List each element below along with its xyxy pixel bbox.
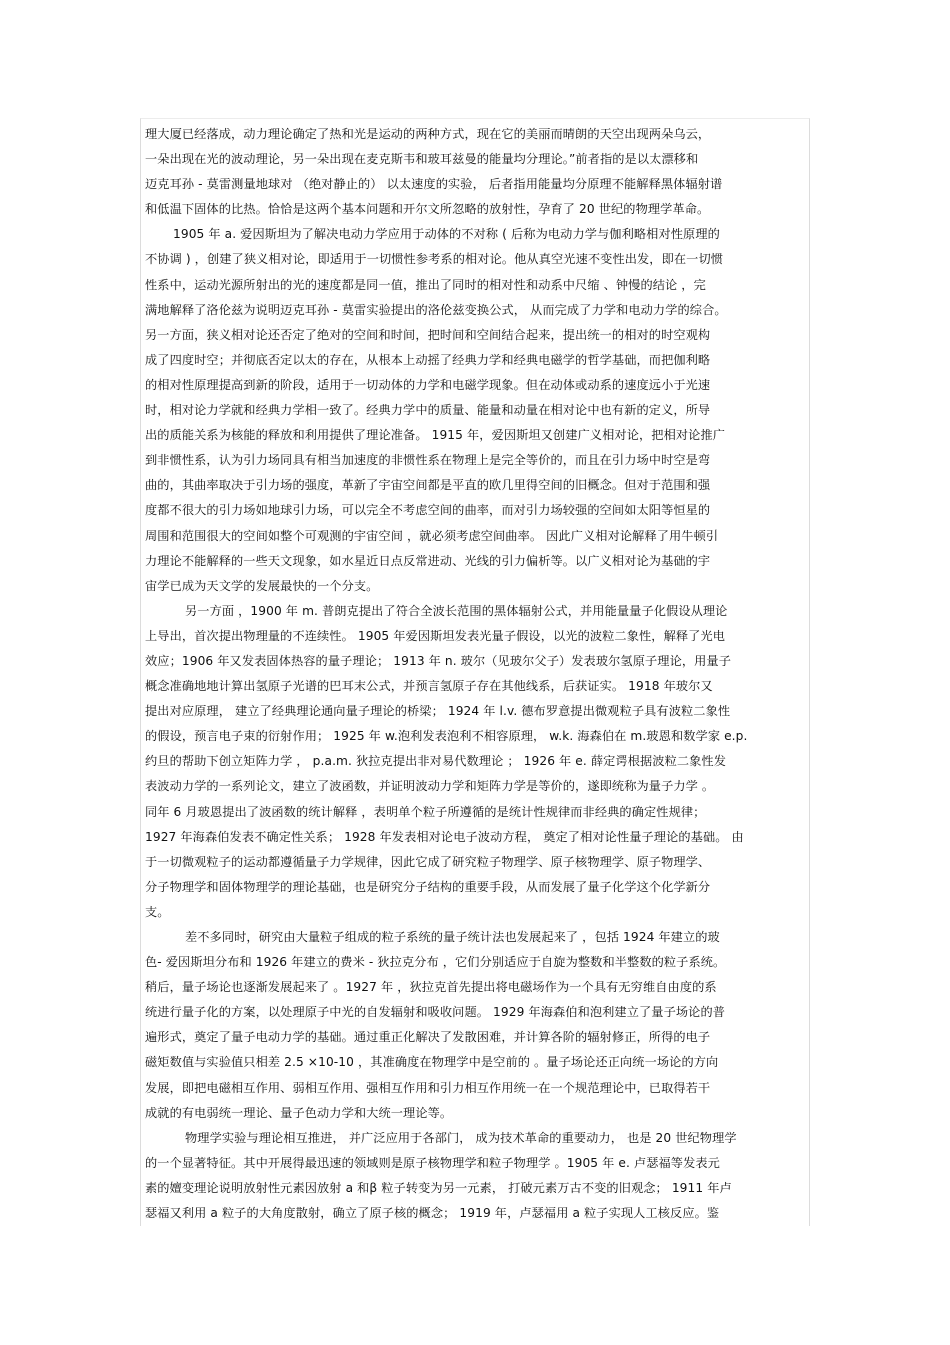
text-line: 瑟福又利用 a 粒子的大角度散射，确立了原子核的概念； 1919 年，卢瑟福用 a 粒子实现人工核反应。鉴 [145,1206,720,1221]
text-line: 差不多同时，研究由大量粒子组成的粒子系统的量子统计法也发展起来了 ，包括 1924 年建立的玻 [185,930,720,944]
text-line: 发展，即把电磁相互作用、弱相互作用、强相互作用和引力相互作用统一在一个规范理论中，已取得若干 [145,1080,711,1095]
text-line: 提出对应原理， 建立了经典理论通向量子理论的桥梁； 1924 年 l.v. 德布罗意提出微观粒子具有波粒二象性 [145,704,731,719]
text-line: 支。 [145,904,170,919]
text-line: 稍后，量子场论也逐渐发展起来了 。1927 年 ，狄拉克首先提出将电磁场作为一个具有无穷维自由度的系 [145,980,717,995]
text-line: 一朵出现在光的波动理论，另一朵出现在麦克斯韦和玻耳兹曼的能量均分理论。”前者指的是以太漂移和 [145,152,699,167]
text-line: 另一方面 ，1900 年 m. 普朗克提出了符合全波长范围的黑体辐射公式，并用能量量子化假设从理论 [185,603,728,618]
text-line: 上导出，首次提出物理量的不连续性。 1905 年爱因斯坦发表光量子假设，以光的波粒二象性，解释了光电 [145,628,726,643]
text-line: 同年 6 月玻恩提出了波函数的统计解释 ，表明单个粒子所遵循的是统计性规律而非经典的确定性规律； [145,804,706,819]
text-line: 理大厦已经落成，动力理论确定了热和光是运动的两种方式，现在它的美丽而晴朗的天空出现两朵乌云， [145,127,711,141]
text-line: 概念准确地地计算出氢原子光谱的巴耳末公式，并预言氢原子存在其他线系，后获证实。 1918 年玻尔又 [145,679,713,694]
text-line: 的一个显著特征。其中开展得最迅速的领域则是原子核物理学和粒子物理学 。1905 年 e. 卢瑟福等发表元 [145,1155,720,1170]
text-line: 1927 年海森伯发表不确定性关系； 1928 年发表相对论电子波动方程， 奠定了相对论性量子理论的基础。 由 [145,829,744,844]
document-body [145,122,805,1226]
text-line: 于一切微观粒子的运动都遵循量子力学规律，因此它成了研究粒子物理学、原子核物理学、原子物理学、 [145,854,711,869]
text-line: 统进行量子化的方案，以处理原子中光的自发辐射和吸收问题。 1929 年海森伯和泡利建立了量子场论的普 [145,1005,726,1020]
text-line: 迈克耳孙 - 莫雷测量地球对 （绝对静止的） 以太速度的实验， 后者指用能量均分原理不能解释黑体辐射谱 [145,177,723,192]
text-line: 分子物理学和固体物理学的理论基础，也是研究分子结构的重要手段，从而发展了量子化学这个化学新分 [145,879,711,894]
text-line: 表波动力学的一系列论文，建立了波函数，并证明波动力学和矩阵力学是等价的，遂即统称为量子力学 。 [145,779,715,794]
text-line: 满地解释了洛伦兹为说明迈克耳孙 - 莫雷实验提出的洛伦兹变换公式， 从而完成了力学和电动力学的综合。 [145,302,727,317]
text-line: 成就的有电弱统一理论、量子色动力学和大统一理论等。 [145,1105,453,1120]
text-line: 的相对性原理提高到新的阶段，适用于一切动体的力学和电磁学现象。但在动体或动系的速度远小于光速 [145,377,711,392]
text-line: 物理学实验与理论相互推进， 并广泛应用于各部门， 成为技术革命的重要动力， 也是 20 世纪物理学 [185,1130,737,1145]
text-line: 性系中，运动光源所射出的光的速度都是同一值，推出了同时的相对性和动系中尺缩 、钟慢的结论 ，完 [145,277,706,292]
text-line: 宙学已成为天文学的发展最快的一个分支。 [145,578,379,593]
text-line: 力理论不能解释的一些天文现象，如水星近日点反常进动、光线的引力偏析等。以广义相对论为基础的宇 [145,553,711,568]
text-line: 周围和范围很大的空间如整个可观测的宇宙空间 ，就必须考虑空间曲率。 因此广义相对论解释了用牛顿引 [145,528,719,543]
text-line: 另一方面，狭义相对论还否定了绝对的空间和时间，把时间和空间结合起来，提出统一的相对的时空观构 [145,327,711,342]
text-line: 度都不很大的引力场如地球引力场，可以完全不考虑空间的曲率，而对引力场较强的空间如太阳等恒星的 [145,503,711,518]
text-line: 磁矩数值与实验值只相差 2.5 ×10-10 ，其准确度在物理学中是空前的 。量子场论还正向统一场论的方向 [145,1055,719,1070]
text-line: 色- 爱因斯坦分布和 1926 年建立的费米 - 狄拉克分布 ，它们分别适应于自旋为整数和半整数的粒子系统。 [145,955,726,970]
text-line: 的假设，预言电子束的衍射作用； 1925 年 w.泡利发表泡利不相容原理， w.k. 海森伯在 m.玻恩和数学家 e.p. [145,729,748,744]
text-line: 素的嬗变理论说明放射性元素因放射 a 和β 粒子转变为另一元素， 打破元素万古不变的旧观念； 1911 年卢 [145,1180,732,1195]
text-line: 成了四度时空；并彻底否定以太的存在，从根本上动摇了经典力学和经典电磁学的哲学基础，而把伽利略 [145,352,711,367]
text-line: 出的质能关系为核能的释放和利用提供了理论准备。 1915 年，爱因斯坦又创建广义相对论，把相对论推广 [145,428,726,443]
text-line: 遍形式，奠定了量子电动力学的基础。通过重正化解决了发散困难，并计算各阶的辐射修正，所得的电子 [145,1030,711,1045]
text-line: 曲的，其曲率取决于引力场的强度，革新了宇宙空间都是平直的欧几里得空间的旧概念。但对于范围和强 [145,478,711,493]
text-line: 时，相对论力学就和经典力学相一致了。经典力学中的质量、能量和动量在相对论中也有新的定义，所导 [145,403,711,418]
text-line: 1905 年 a. 爱因斯坦为了解决电动力学应用于动体的不对称 ( 后称为电动力学与伽利略相对性原理的 [173,227,720,242]
text-line: 和低温下固体的比热。恰恰是这两个基本问题和开尔文所忽略的放射性，孕育了 20 世纪的物理学革命。 [145,202,710,217]
text-line: 效应；1906 年又发表固体热容的量子理论； 1913 年 n. 玻尔（见玻尔父子）发表玻尔氢原子理论，用量子 [145,653,731,668]
text-line: 到非惯性系，认为引力场同具有相当加速度的非惯性系在物理上是完全等价的，而且在引力场中时空是弯 [145,453,711,468]
text-line: 约旦的帮助下创立矩阵力学 ， p.a.m. 狄拉克提出非对易代数理论 ； 1926 年 e. 薛定谔根据波粒二象性发 [145,754,727,769]
text-line: 不协调 ) ，创建了狭义相对论，即适用于一切惯性参考系的相对论。他从真空光速不变性出发，即在一切惯 [145,252,724,267]
